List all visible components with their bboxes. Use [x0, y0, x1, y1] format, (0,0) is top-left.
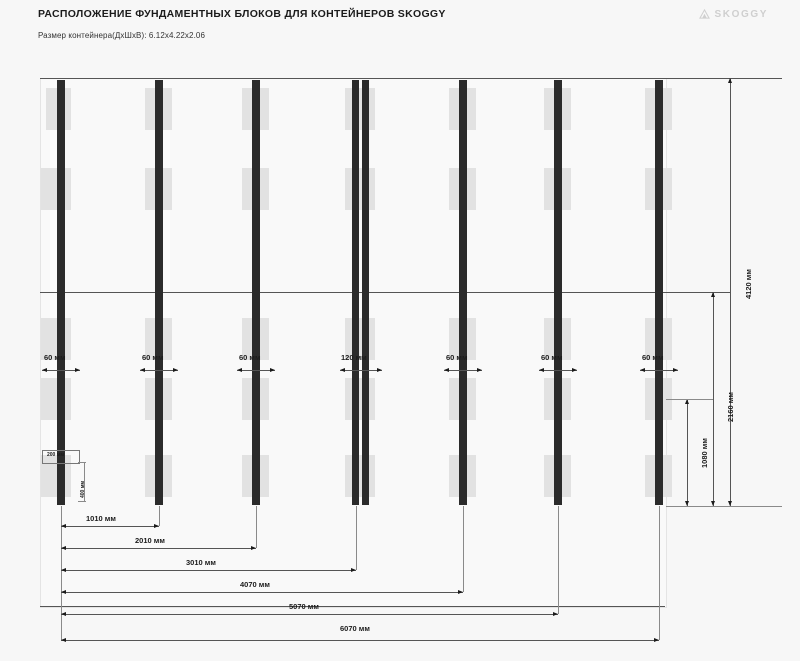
span-dim-label: 4070 мм [240, 580, 270, 589]
dim-arrow-left-icon [42, 368, 47, 372]
dim-arrow-right-icon [572, 368, 577, 372]
span-dim-label: 1010 мм [86, 514, 116, 523]
dim-arrow-right-icon [75, 368, 80, 372]
dim-arrow-left-icon [61, 568, 66, 572]
chain-ext-line [356, 506, 357, 570]
chain-ext-line [659, 506, 660, 640]
dim-arrow-right-icon [673, 368, 678, 372]
foundation-pad [345, 455, 375, 497]
brand-text: SKOGGY [714, 9, 768, 20]
foundation-beam [352, 80, 359, 505]
total-height-dim-line [730, 78, 731, 506]
low-height-dim-line [687, 399, 688, 506]
foundation-beam [554, 80, 562, 505]
width-dim-label: 60 мм [541, 353, 563, 362]
width-dim-line [340, 370, 382, 371]
dim-arrow-left-icon [61, 524, 66, 528]
span-dim-line [61, 592, 463, 593]
low-height-label: 1080 мм [700, 438, 709, 468]
dim-arrow-left-icon [237, 368, 242, 372]
block-width-label: 200 мм [47, 452, 65, 458]
foundation-beam [252, 80, 260, 505]
width-dim-label: 120 мм [341, 353, 367, 362]
low-height-ext-line [666, 399, 713, 400]
span-dim-line [61, 614, 558, 615]
dim-arrow-right-icon [458, 590, 463, 594]
span-dim-label: 2010 мм [135, 536, 165, 545]
dim-arrow-left-icon [340, 368, 345, 372]
foundation-beam [459, 80, 467, 505]
dim-arrow-left-icon [61, 612, 66, 616]
foundation-pad [345, 168, 375, 210]
span-dim-line [61, 640, 659, 641]
dim-arrow-right-icon [351, 568, 356, 572]
width-dim-label: 60 мм [642, 353, 664, 362]
block-height-ext-line [78, 501, 86, 502]
chain-ext-line [159, 506, 160, 526]
total-height-ext-line [666, 506, 782, 507]
slab-bottom-line [40, 606, 665, 607]
dim-arrow-right-icon [654, 638, 659, 642]
dim-arrow-up-icon [728, 78, 732, 83]
block-height-ext-line [78, 462, 86, 463]
foundation-beam [655, 80, 663, 505]
dim-arrow-right-icon [270, 368, 275, 372]
dim-arrow-left-icon [539, 368, 544, 372]
foundation-pad [41, 378, 71, 420]
dim-arrow-down-icon [711, 501, 715, 506]
chain-ext-line [463, 506, 464, 592]
foundation-beam [57, 80, 65, 505]
dim-arrow-left-icon [61, 546, 66, 550]
mid-reference-line [40, 292, 730, 293]
dim-arrow-right-icon [154, 524, 159, 528]
span-dim-label: 6070 мм [340, 624, 370, 633]
span-dim-line [61, 526, 159, 527]
dim-arrow-left-icon [444, 368, 449, 372]
total-height-label: 4120 мм [744, 269, 753, 299]
dim-arrow-right-icon [173, 368, 178, 372]
block-height-label: 400 мм [80, 480, 86, 498]
dim-arrow-left-icon [640, 368, 645, 372]
dim-arrow-left-icon [140, 368, 145, 372]
foundation-beam [155, 80, 163, 505]
span-dim-label: 5070 мм [289, 602, 319, 611]
dim-arrow-up-icon [711, 292, 715, 297]
width-dim-label: 60 мм [239, 353, 261, 362]
foundation-pad [345, 378, 375, 420]
chain-ext-line [256, 506, 257, 548]
mid-height-label: 2160 мм [726, 392, 735, 422]
width-dim-label: 60 мм [142, 353, 164, 362]
width-dim-label: 60 мм [446, 353, 468, 362]
dim-arrow-down-icon [685, 501, 689, 506]
chain-ext-line [558, 506, 559, 614]
dim-arrow-right-icon [251, 546, 256, 550]
span-dim-label: 3010 мм [186, 558, 216, 567]
dim-arrow-left-icon [61, 590, 66, 594]
page-title: РАСПОЛОЖЕНИЕ ФУНДАМЕНТНЫХ БЛОКОВ ДЛЯ КОНТЕЙНЕРОВ SKOGGY [38, 8, 446, 20]
dim-arrow-left-icon [61, 638, 66, 642]
mid-height-dim-line [713, 292, 714, 506]
dim-arrow-right-icon [477, 368, 482, 372]
width-dim-label: 60 мм [44, 353, 66, 362]
dim-arrow-right-icon [377, 368, 382, 372]
foundation-pad [345, 88, 375, 130]
foundation-pad [41, 168, 71, 210]
dim-arrow-right-icon [553, 612, 558, 616]
foundation-beam [362, 80, 369, 505]
span-dim-line [61, 570, 356, 571]
page-subtitle: Размер контейнера(ДхШхВ): 6.12х4.22х2.06 [38, 31, 206, 40]
span-dim-line [61, 548, 256, 549]
top-reference-line [40, 78, 782, 79]
